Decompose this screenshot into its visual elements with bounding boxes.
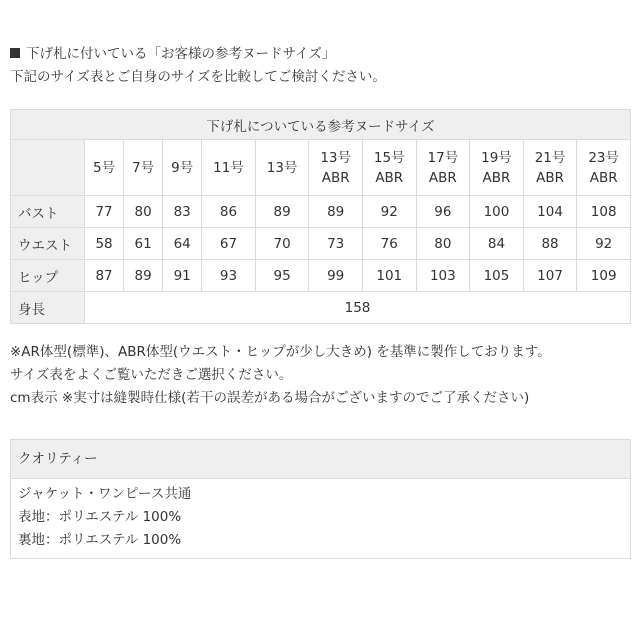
notes-section [10, 341, 551, 410]
size-column-header: 23号 ABR [577, 140, 631, 196]
height-value: 158 [85, 292, 631, 324]
table-cell: 76 [362, 228, 416, 260]
table-cell: 64 [163, 228, 202, 260]
table-row [11, 196, 631, 228]
row-label-hip: ヒップ [11, 260, 85, 292]
quality-heading: クオリティー [11, 440, 630, 479]
table-cell: 95 [255, 260, 309, 292]
table-cell: 93 [202, 260, 256, 292]
table-cell: 89 [255, 196, 309, 228]
note-line: サイズ表をよくご覧いただきご選択ください。 [10, 367, 293, 383]
note-line: cm表示 ※実寸は縫製時仕様(若干の誤差がある場合がございますのでご了承ください) [10, 390, 530, 406]
table-cell: 77 [85, 196, 124, 228]
intro-section [10, 43, 386, 89]
quality-box [10, 439, 631, 559]
row-label-bust: バスト [11, 196, 85, 228]
size-table [10, 109, 631, 324]
table-row [11, 260, 631, 292]
size-column-header: 9号 [163, 140, 202, 196]
table-cell: 80 [124, 196, 163, 228]
table-cell: 86 [202, 196, 256, 228]
height-row [11, 292, 631, 324]
intro-heading: 下げ札に付いている「お客様の参考ヌードサイズ」 [26, 46, 336, 62]
quality-line: 裏地：ポリエステル 100% [18, 532, 182, 548]
size-column-header: 5号 [85, 140, 124, 196]
size-table-title-row [11, 110, 631, 140]
table-cell: 104 [523, 196, 577, 228]
table-cell: 103 [416, 260, 470, 292]
intro-heading-line [10, 43, 386, 66]
table-cell: 73 [309, 228, 363, 260]
note-line: ※AR体型(標準)、ABR体型(ウエスト・ヒップが少し大きめ) を基準に製作しております。 [10, 344, 551, 360]
table-cell: 70 [255, 228, 309, 260]
table-row [11, 228, 631, 260]
size-column-header: 11号 [202, 140, 256, 196]
table-cell: 107 [523, 260, 577, 292]
square-bullet-icon [10, 48, 20, 58]
size-column-header: 13号 [255, 140, 309, 196]
table-cell: 108 [577, 196, 631, 228]
size-table-header-row [11, 140, 631, 196]
table-cell: 61 [124, 228, 163, 260]
row-label-height: 身長 [11, 292, 85, 324]
intro-subline: 下記のサイズ表とご自身のサイズを比較してご検討ください。 [10, 69, 386, 85]
size-column-header: 15号 ABR [362, 140, 416, 196]
table-cell: 105 [470, 260, 524, 292]
table-cell: 58 [85, 228, 124, 260]
table-cell: 87 [85, 260, 124, 292]
table-cell: 88 [523, 228, 577, 260]
size-column-header: 7号 [124, 140, 163, 196]
quality-line: 表地：ポリエステル 100% [18, 509, 182, 525]
table-cell: 84 [470, 228, 524, 260]
table-cell: 92 [362, 196, 416, 228]
size-column-header: 19号 ABR [470, 140, 524, 196]
quality-line: ジャケット・ワンピース共通 [18, 486, 192, 502]
table-cell: 67 [202, 228, 256, 260]
table-cell: 96 [416, 196, 470, 228]
table-cell: 83 [163, 196, 202, 228]
table-cell: 91 [163, 260, 202, 292]
corner-cell [11, 140, 85, 196]
quality-body [11, 479, 630, 558]
table-cell: 100 [470, 196, 524, 228]
table-cell: 101 [362, 260, 416, 292]
row-label-waist: ウエスト [11, 228, 85, 260]
table-cell: 80 [416, 228, 470, 260]
size-table-title: 下げ札についている参考ヌードサイズ [11, 110, 631, 140]
table-cell: 109 [577, 260, 631, 292]
table-cell: 89 [309, 196, 363, 228]
table-cell: 92 [577, 228, 631, 260]
table-cell: 89 [124, 260, 163, 292]
table-cell: 99 [309, 260, 363, 292]
size-column-header: 13号 ABR [309, 140, 363, 196]
size-column-header: 17号 ABR [416, 140, 470, 196]
size-column-header: 21号 ABR [523, 140, 577, 196]
